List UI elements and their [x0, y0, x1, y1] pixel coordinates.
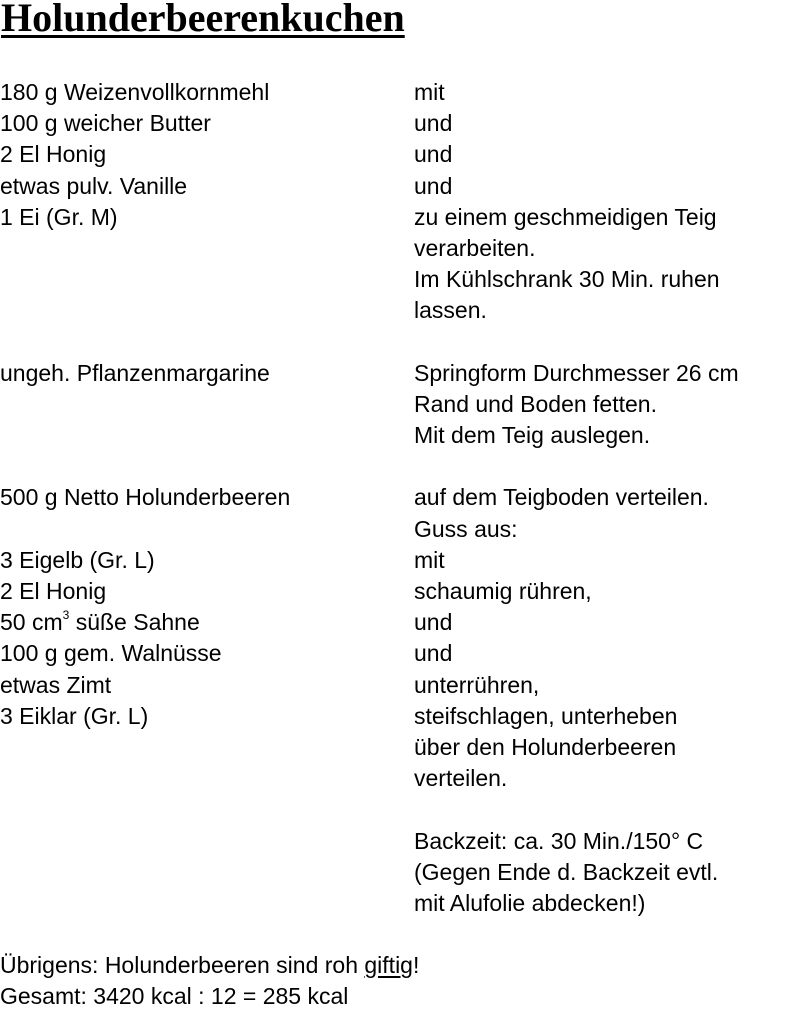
instruction	[414, 451, 794, 482]
instruction: und	[414, 110, 453, 137]
instruction: mit	[414, 79, 445, 105]
recipe-row	[0, 514, 794, 545]
instruction: lassen.	[414, 297, 487, 324]
recipe-row	[0, 607, 794, 638]
ingredient: etwas Zimt	[0, 671, 112, 698]
recipe-row	[0, 732, 794, 763]
ingredient	[0, 794, 414, 825]
ingredient	[0, 732, 414, 763]
ingredient-amount: 50 cm	[0, 609, 63, 636]
warning-note-text: Übrigens: Holunderbeeren sind roh	[0, 952, 365, 979]
ingredient	[0, 233, 414, 264]
ingredient: 180 g Weizenvollkornmehl	[0, 79, 270, 105]
recipe-row	[0, 264, 794, 295]
instruction: mit Alufolie abdecken!)	[414, 889, 646, 916]
spacer-row	[0, 794, 794, 825]
ingredient	[0, 607, 414, 638]
instruction: und	[414, 172, 453, 199]
instruction: zu einem geschmeidigen Teig	[414, 203, 717, 230]
recipe-row	[0, 701, 794, 732]
instruction: unterrühren,	[414, 671, 540, 698]
ingredient: 2 El Honig	[0, 141, 107, 168]
ingredient: 500 g Netto Holunderbeeren	[0, 484, 291, 511]
instruction	[414, 327, 794, 358]
ingredient: 100 g weicher Butter	[0, 110, 211, 137]
recipe-row	[0, 482, 794, 513]
recipe-row	[0, 358, 794, 389]
recipe-row	[0, 826, 794, 857]
recipe-row	[0, 139, 794, 170]
recipe-row	[0, 857, 794, 888]
instruction: auf dem Teigboden verteilen.	[414, 484, 709, 511]
instruction: und	[414, 609, 453, 636]
recipe-row	[0, 545, 794, 576]
ingredient	[0, 295, 414, 326]
warning-note	[0, 950, 794, 981]
ingredient	[0, 919, 414, 950]
instruction: Mit dem Teig auslegen.	[414, 422, 651, 449]
warning-emphasis: giftig	[364, 952, 413, 979]
ingredient	[0, 826, 414, 857]
instruction: Rand und Boden fetten.	[414, 390, 657, 417]
ingredient: 2 El Honig	[0, 578, 107, 604]
ingredient	[0, 888, 414, 919]
instruction: (Gegen Ende d. Backzeit evtl.	[414, 858, 719, 885]
ingredient	[0, 389, 414, 420]
ingredient	[0, 420, 414, 451]
superscript-exponent: 3	[62, 608, 70, 623]
recipe-title: Holunderbeerenkuchen	[1, 0, 405, 40]
ingredient-name: süße Sahne	[69, 609, 200, 636]
warning-note-end: !	[412, 952, 420, 979]
recipe-row	[0, 888, 794, 919]
instruction: über den Holunderbeeren	[414, 733, 677, 760]
ingredient: 3 Eigelb (Gr. L)	[0, 546, 155, 573]
instruction: verarbeiten.	[414, 234, 536, 261]
recipe-row	[0, 420, 794, 451]
recipe-body	[0, 77, 794, 1013]
instruction: Guss aus:	[414, 515, 518, 542]
recipe-row	[0, 108, 794, 139]
ingredient	[0, 327, 414, 358]
instruction: verteilen.	[414, 765, 508, 792]
spacer-row	[0, 451, 794, 482]
instruction	[414, 919, 794, 950]
instruction: Springform Durchmesser 26 cm	[414, 359, 739, 386]
recipe-row	[0, 171, 794, 202]
ingredient: etwas pulv. Vanille	[0, 172, 188, 199]
instruction: mit	[414, 546, 445, 573]
instruction: und	[414, 141, 453, 168]
instruction: und	[414, 640, 453, 667]
recipe-row	[0, 576, 794, 607]
ingredient	[0, 264, 414, 295]
recipe-row	[0, 77, 794, 108]
spacer-row	[0, 327, 794, 358]
recipe-row	[0, 638, 794, 669]
instruction: schaumig rühren,	[414, 578, 592, 604]
ingredient: 100 g gem. Walnüsse	[0, 640, 222, 667]
recipe-row	[0, 389, 794, 420]
instruction	[414, 794, 794, 825]
calorie-total: Gesamt: 3420 kcal : 12 = 285 kcal	[0, 983, 349, 1010]
ingredient: ungeh. Pflanzenmargarine	[0, 359, 270, 386]
ingredient	[0, 763, 414, 794]
ingredient: 1 Ei (Gr. M)	[0, 203, 118, 230]
ingredient	[0, 514, 414, 545]
instruction: Im Kühlschrank 30 Min. ruhen	[414, 266, 720, 293]
spacer-row	[0, 919, 794, 950]
recipe-row	[0, 763, 794, 794]
ingredient	[0, 857, 414, 888]
ingredient: 3 Eiklar (Gr. L)	[0, 702, 149, 729]
instruction: Backzeit: ca. 30 Min./150° C	[414, 827, 704, 854]
recipe-row	[0, 295, 794, 326]
instruction: steifschlagen, unterheben	[414, 702, 678, 729]
recipe-row	[0, 233, 794, 264]
recipe-row	[0, 202, 794, 233]
recipe-row	[0, 670, 794, 701]
ingredient	[0, 451, 414, 482]
